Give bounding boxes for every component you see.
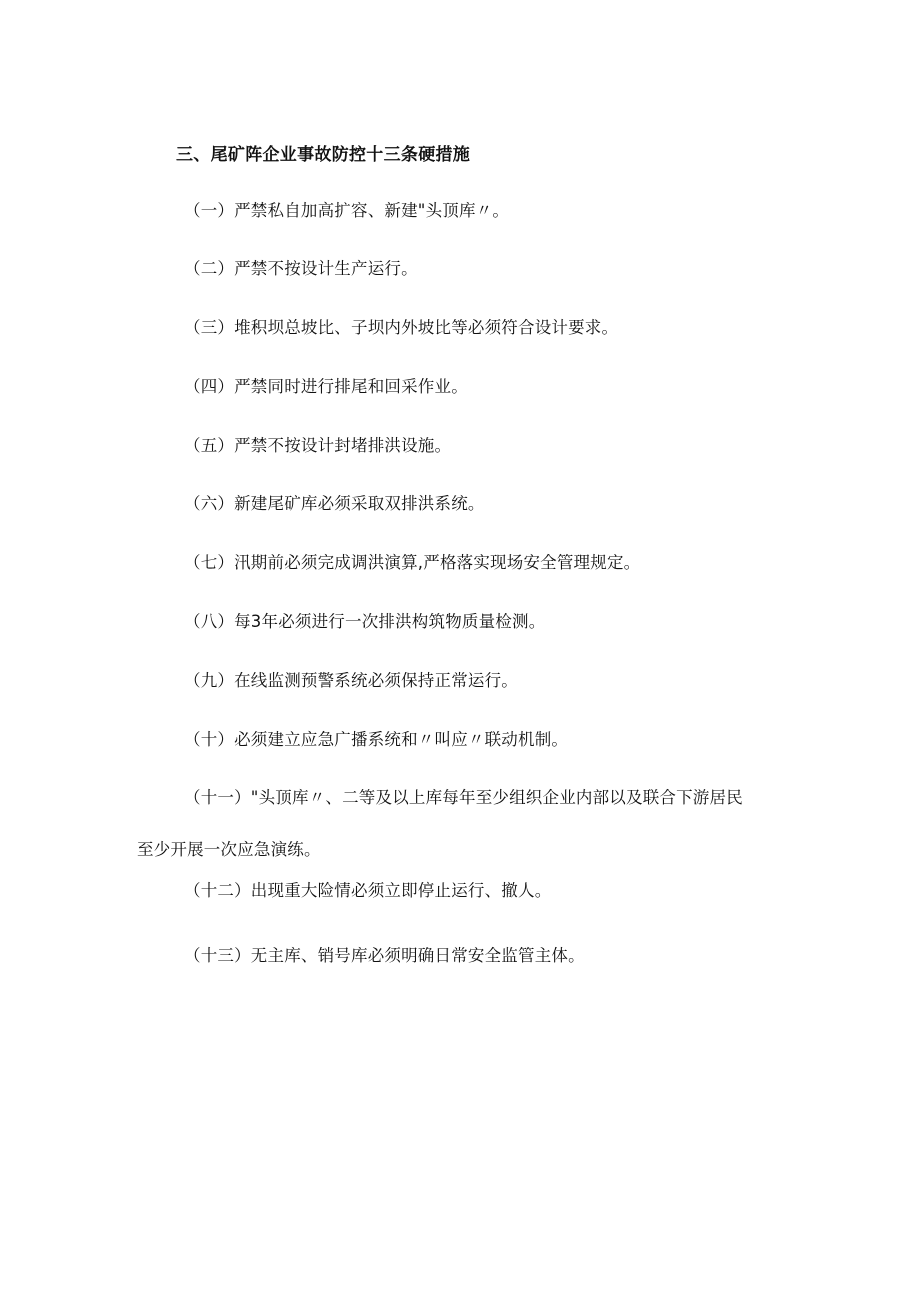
measure-item-3: （三）堆积坝总坡比、子坝内外坡比等必须符合设计要求。 bbox=[184, 318, 619, 337]
measure-item-1: （一）严禁私自加高扩容、新建"头顶库〃。 bbox=[184, 201, 510, 220]
measure-item-10: （十）必须建立应急广播系统和〃叫应〃联动机制。 bbox=[184, 730, 569, 749]
measure-item-11: （十一）"头顶库〃、二等及以上库每年至少组织企业内部以及联合下游居民至少开展一次应急演练。 bbox=[137, 788, 743, 859]
measure-item-8: （八）每3年必须进行一次排洪构筑物质量检测。 bbox=[184, 612, 546, 631]
measure-item-7: （七）汛期前必须完成调洪演算,严格落实现场安全管理规定。 bbox=[184, 553, 641, 572]
measure-item-12: （十二）出现重大险情必须立即停止运行、撤人。 bbox=[184, 881, 552, 900]
measure-item-4: （四）严禁同时进行排尾和回采作业。 bbox=[184, 377, 468, 396]
measure-item-6: （六）新建尾矿库必须采取双排洪系统。 bbox=[184, 494, 485, 513]
measure-item-13: （十三）无主库、销号库必须明确日常安全监管主体。 bbox=[184, 946, 585, 965]
measure-item-5: （五）严禁不按设计封堵排洪设施。 bbox=[184, 436, 452, 455]
measure-item-9: （九）在线监测预警系统必须保持正常运行。 bbox=[184, 671, 518, 690]
measure-item-2: （二）严禁不按设计生产运行。 bbox=[184, 259, 418, 278]
section-heading: 三、尾矿阵企业事故防控十三条硬措施 bbox=[176, 145, 471, 165]
